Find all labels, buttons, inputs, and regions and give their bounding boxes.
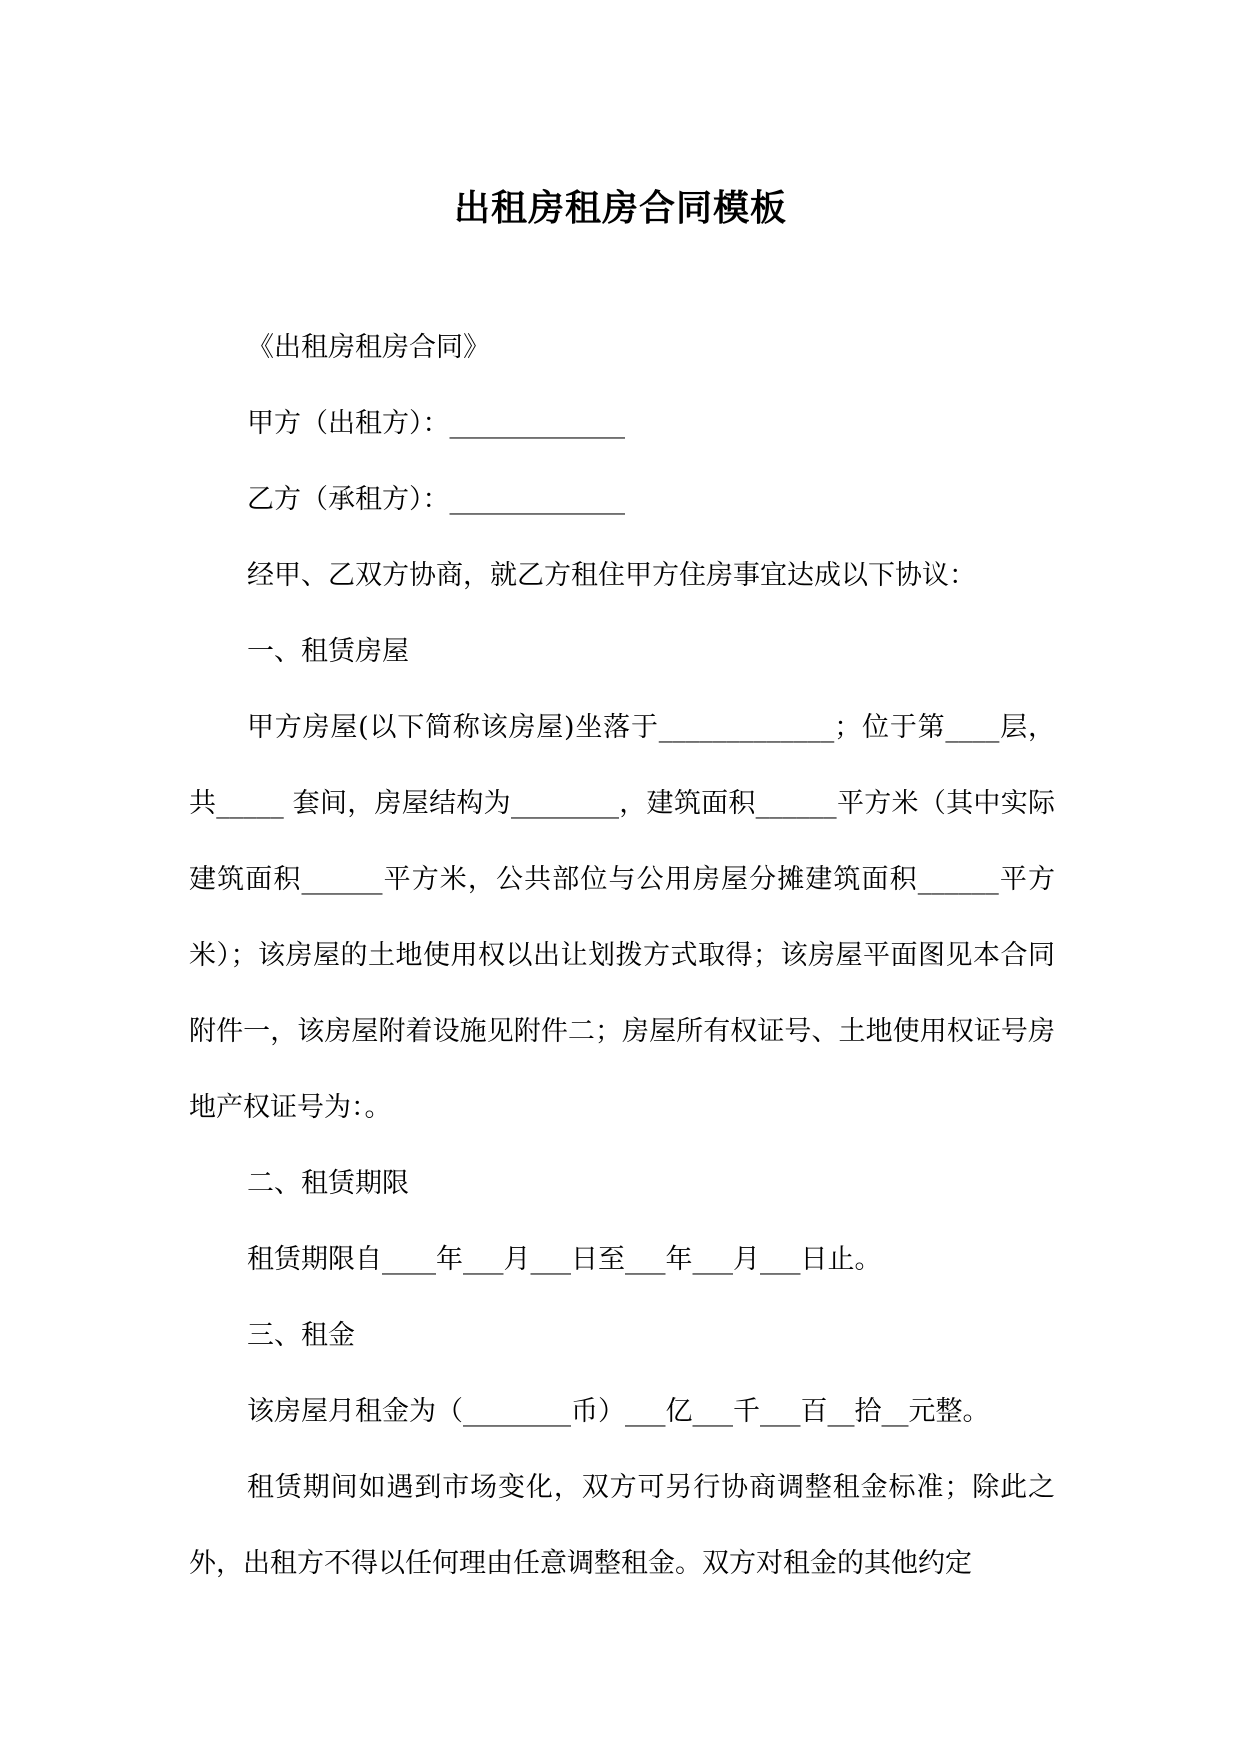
rent-adjustment-paragraph: 租赁期间如遇到市场变化，双方可另行协商调整租金标准；除此之外，出租方不得以任何理由任意调整租金。双方对租金的其他约定 — [189, 1472, 1055, 1579]
agreement-intro: 经甲、乙双方协商，就乙方租住甲方住房事宜达成以下协议： — [247, 560, 976, 591]
document-body — [189, 310, 1055, 1602]
party-b-line: 乙方（承租方）：_____________ — [247, 484, 625, 515]
section-heading-rent: 三、租金 — [247, 1320, 355, 1351]
section-heading-term: 二、租赁期限 — [247, 1168, 409, 1199]
lease-term-line: 租赁期限自____年___月___日至___年___月___日止。 — [247, 1244, 882, 1275]
party-a-line: 甲方（出租方）：_____________ — [247, 408, 625, 439]
premises-details-paragraph: 甲方房屋(以下简称该房屋)坐落于_____________；位于第____层，共_____ 套间，房屋结构为________，建筑面积______平方米（其中实际建筑面积______平方米，公共部位与公用房屋分摊建筑面积______平方米）；该房屋的土地使用权以出让划拨方式取得；该房屋平面图见本合同附件一，该房屋附着设施见附件二；房屋所有权证号、土地使用权证号房地产权证号为：。 — [189, 712, 1055, 1123]
contract-name-line: 《出租房租房合同》 — [247, 332, 490, 363]
document-title: 出租房租房合同模板 — [453, 187, 787, 229]
section-heading-premises: 一、租赁房屋 — [247, 636, 409, 667]
monthly-rent-line: 该房屋月租金为（________币）___亿___千___百__拾__元整。 — [247, 1396, 990, 1427]
